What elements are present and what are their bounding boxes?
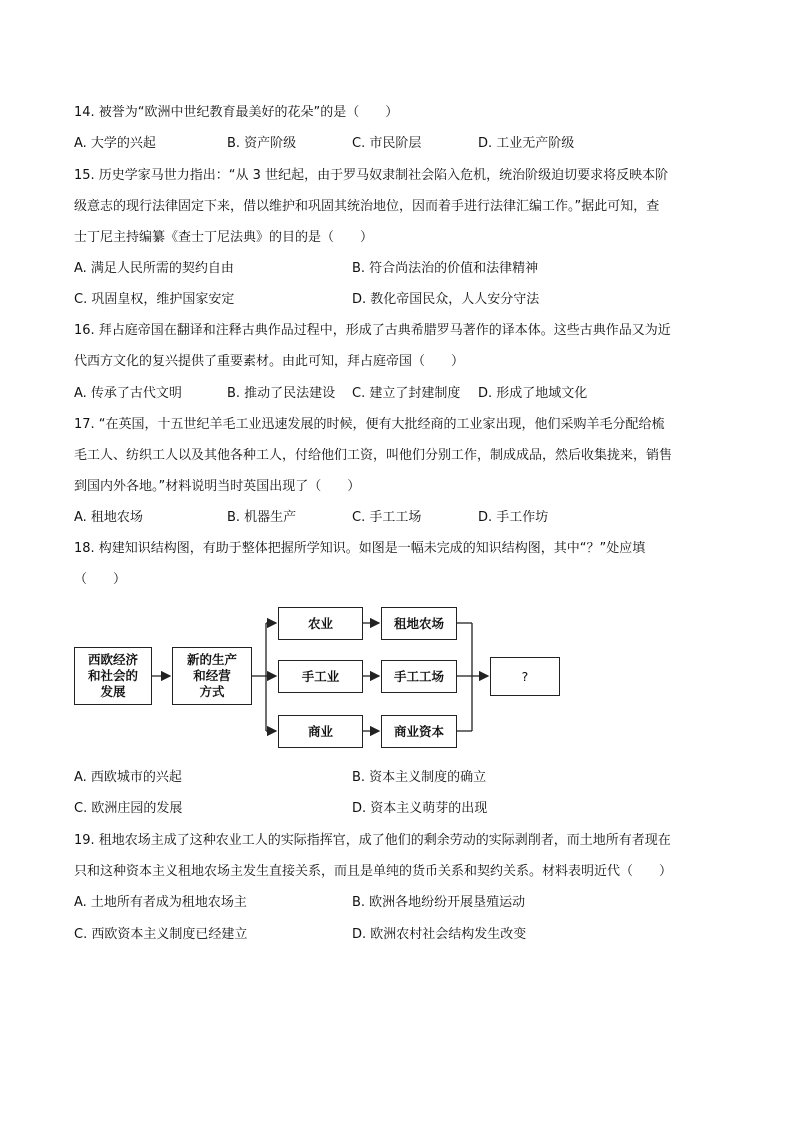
q17-option-a[interactable]: A. 租地农场 [74, 510, 143, 525]
q16-stem-line-2: 代西方文化的复兴提供了重要素材。由此可知，拜占庭帝国（ ） [74, 354, 465, 369]
q17-option-c[interactable]: C. 手工工场 [352, 510, 422, 525]
box-rental-farm: 租地农场 [381, 607, 457, 640]
q17-option-d[interactable]: D. 手工作坊 [478, 510, 549, 525]
q18-option-c[interactable]: C. 欧洲庄园的发展 [74, 801, 183, 816]
q15-stem-line-1: 15. 历史学家马世力指出：“从 3 世纪起，由于罗马奴隶制社会陷入危机，统治阶级迫切要求将反映本阶 [74, 168, 669, 183]
q18-stem-line-2: （ ） [74, 572, 127, 587]
box-handicraft: 手工业 [278, 660, 363, 693]
box-commercial-capital: 商业资本 [381, 715, 457, 748]
q16-option-b[interactable]: B. 推动了民法建设 [227, 386, 336, 401]
q19-option-d[interactable]: D. 欧洲农村社会结构发生改变 [352, 927, 527, 942]
q17-option-b[interactable]: B. 机器生产 [227, 510, 297, 525]
box-commerce: 商业 [278, 715, 363, 748]
q16-option-d[interactable]: D. 形成了地域文化 [478, 386, 588, 401]
box-handicraft-workshop: 手工工场 [381, 660, 457, 693]
q14-option-b[interactable]: B. 资产阶级 [227, 136, 297, 151]
q18-option-d[interactable]: D. 资本主义萌芽的出现 [352, 801, 488, 816]
q15-stem-line-3: 士丁尼主持编纂《查士丁尼法典》的目的是（ ） [74, 230, 374, 245]
q14-option-a[interactable]: A. 大学的兴起 [74, 136, 156, 151]
box-agriculture: 农业 [278, 607, 363, 640]
q15-option-c[interactable]: C. 巩固皇权，维护国家安定 [74, 292, 235, 307]
q18-stem-line-1: 18. 构建知识结构图，有助于整体把握所学知识。如图是一幅未完成的知识结构图，其中“？”处应填 [74, 541, 646, 556]
q19-option-c[interactable]: C. 西欧资本主义制度已经建立 [74, 927, 248, 942]
knowledge-structure-diagram [74, 602, 574, 754]
q16-stem-line-1: 16. 拜占庭帝国在翻译和注释古典作品过程中，形成了古典希腊罗马著作的译本体。这些古典作品又为近 [74, 323, 671, 338]
q17-stem-line-2: 毛工人、纺织工人以及其他各种工人，付给他们工资，叫他们分别工作，制成成品，然后收集拢来，销售 [74, 448, 673, 463]
q16-option-c[interactable]: C. 建立了封建制度 [352, 386, 461, 401]
q14-option-d[interactable]: D. 工业无产阶级 [478, 136, 575, 151]
box-result-unknown: ? [490, 657, 560, 696]
q15-stem-line-2: 级意志的现行法律固定下来，借以维护和巩固其统治地位，因而着手进行法律汇编工作。”据此可知，查 [74, 199, 660, 214]
q19-option-b[interactable]: B. 欧洲各地纷纷开展垦殖运动 [352, 895, 526, 910]
q19-option-a[interactable]: A. 土地所有者成为租地农场主 [74, 895, 247, 910]
q15-option-b[interactable]: B. 符合尚法治的价值和法律精神 [352, 261, 539, 276]
q16-option-a[interactable]: A. 传承了古代文明 [74, 386, 182, 401]
box-new-production-methods: 新的生产 和经营 方式 [172, 647, 252, 705]
q18-option-b[interactable]: B. 资本主义制度的确立 [352, 770, 487, 785]
q15-option-a[interactable]: A. 满足人民所需的契约自由 [74, 261, 234, 276]
q17-stem-line-1: 17. “在英国，十五世纪羊毛工业迅速发展的时候，便有大批经商的工业家出现，他们采购羊毛分配给梳 [74, 417, 665, 432]
box-western-europe-development: 西欧经济 和社会的 发展 [74, 647, 152, 705]
q19-stem-line-1: 19. 租地农场主成了这种农业工人的实际指挥官，成了他们的剩余劳动的实际剥削者，而土地所有者现在 [74, 833, 671, 848]
q17-stem-line-3: 到国内外各地。”材料说明当时英国出现了（ ） [74, 479, 361, 494]
q15-option-d[interactable]: D. 教化帝国民众，人人安分守法 [352, 292, 540, 307]
q14-stem: 14. 被誉为“欧洲中世纪教育最美好的花朵”的是（ ） [74, 105, 399, 120]
q14-option-c[interactable]: C. 市民阶层 [352, 136, 422, 151]
q18-option-a[interactable]: A. 西欧城市的兴起 [74, 770, 182, 785]
q19-stem-line-2: 只和这种资本主义租地农场主发生直接关系，而且是单纯的货币关系和契约关系。材料表明近代（ ） [74, 864, 673, 879]
